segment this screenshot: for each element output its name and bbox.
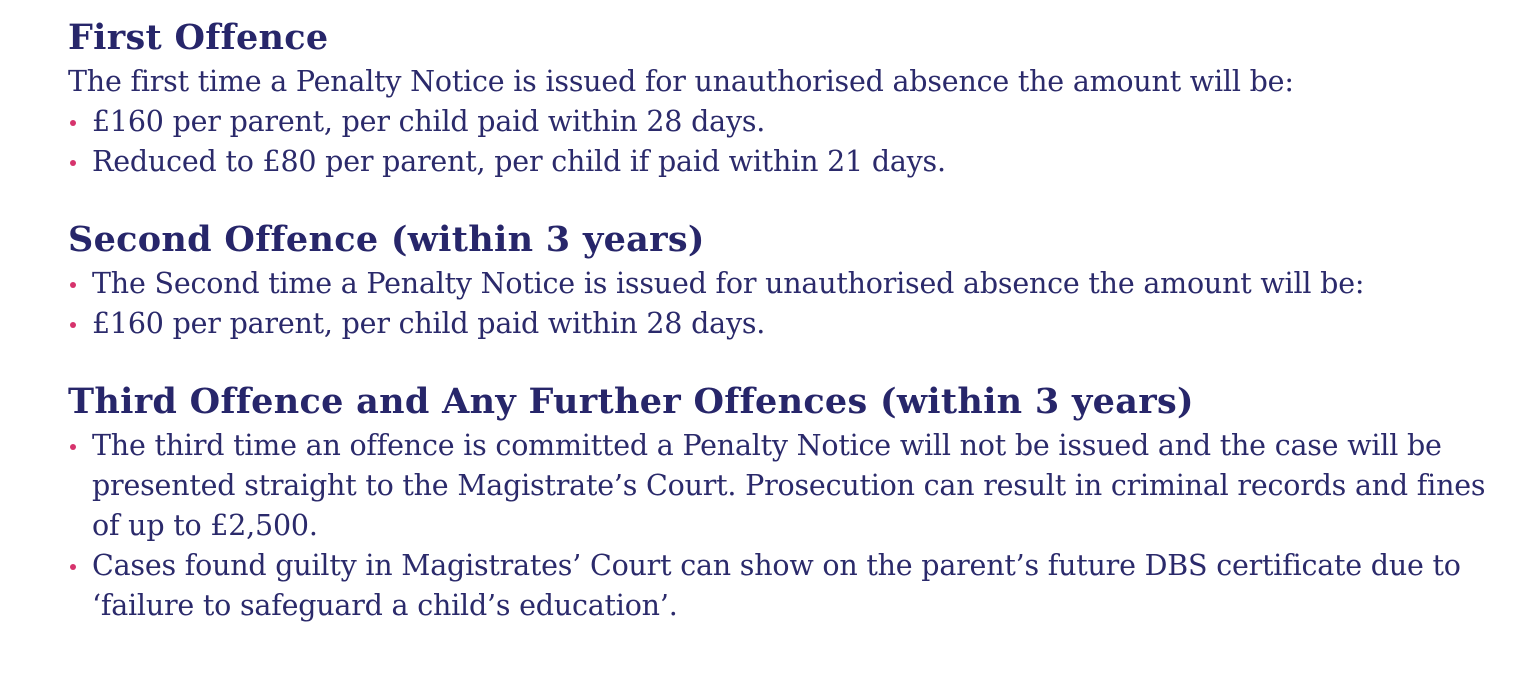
list-item <box>68 426 1498 546</box>
second-offence-bullet-list <box>68 264 1498 344</box>
second-offence-section <box>68 216 1498 344</box>
list-item <box>68 546 1498 626</box>
list-item-text: Cases found guilty in Magistrates’ Court can show on the parent’s future DBS certificate due to ‘failure to safeguard a child’s education’. <box>92 549 1461 622</box>
list-item-text: The Second time a Penalty Notice is issued for unauthorised absence the amount will be: <box>92 267 1365 300</box>
third-offence-bullet-list <box>68 426 1498 626</box>
penalty-notice-document <box>68 14 1498 626</box>
first-offence-heading: First Offence <box>68 17 329 58</box>
first-offence-intro: The first time a Penalty Notice is issued for unauthorised absence the amount will be: <box>68 65 1294 98</box>
bullet-icon <box>70 282 76 288</box>
list-item-text: £160 per parent, per child paid within 28 days. <box>92 105 766 138</box>
bullet-icon <box>70 120 76 126</box>
second-offence-heading: Second Offence (within 3 years) <box>68 219 705 260</box>
first-offence-section <box>68 14 1498 182</box>
first-offence-bullet-list <box>68 102 1498 182</box>
third-offence-heading: Third Offence and Any Further Offences (within 3 years) <box>68 381 1194 422</box>
bullet-icon <box>70 564 76 570</box>
list-item <box>68 264 1498 304</box>
list-item-text: £160 per parent, per child paid within 28 days. <box>92 307 766 340</box>
list-item-text: The third time an offence is committed a Penalty Notice will not be issued and the case will be presented straight to the Magistrate’s Court. Prosecution can result in criminal records and fines of up to £2,500. <box>92 429 1486 542</box>
bullet-icon <box>70 160 76 166</box>
list-item <box>68 142 1498 182</box>
bullet-icon <box>70 444 76 450</box>
list-item <box>68 304 1498 344</box>
list-item <box>68 102 1498 142</box>
bullet-icon <box>70 322 76 328</box>
list-item-text: Reduced to £80 per parent, per child if paid within 21 days. <box>92 145 946 178</box>
third-offence-section <box>68 378 1498 626</box>
